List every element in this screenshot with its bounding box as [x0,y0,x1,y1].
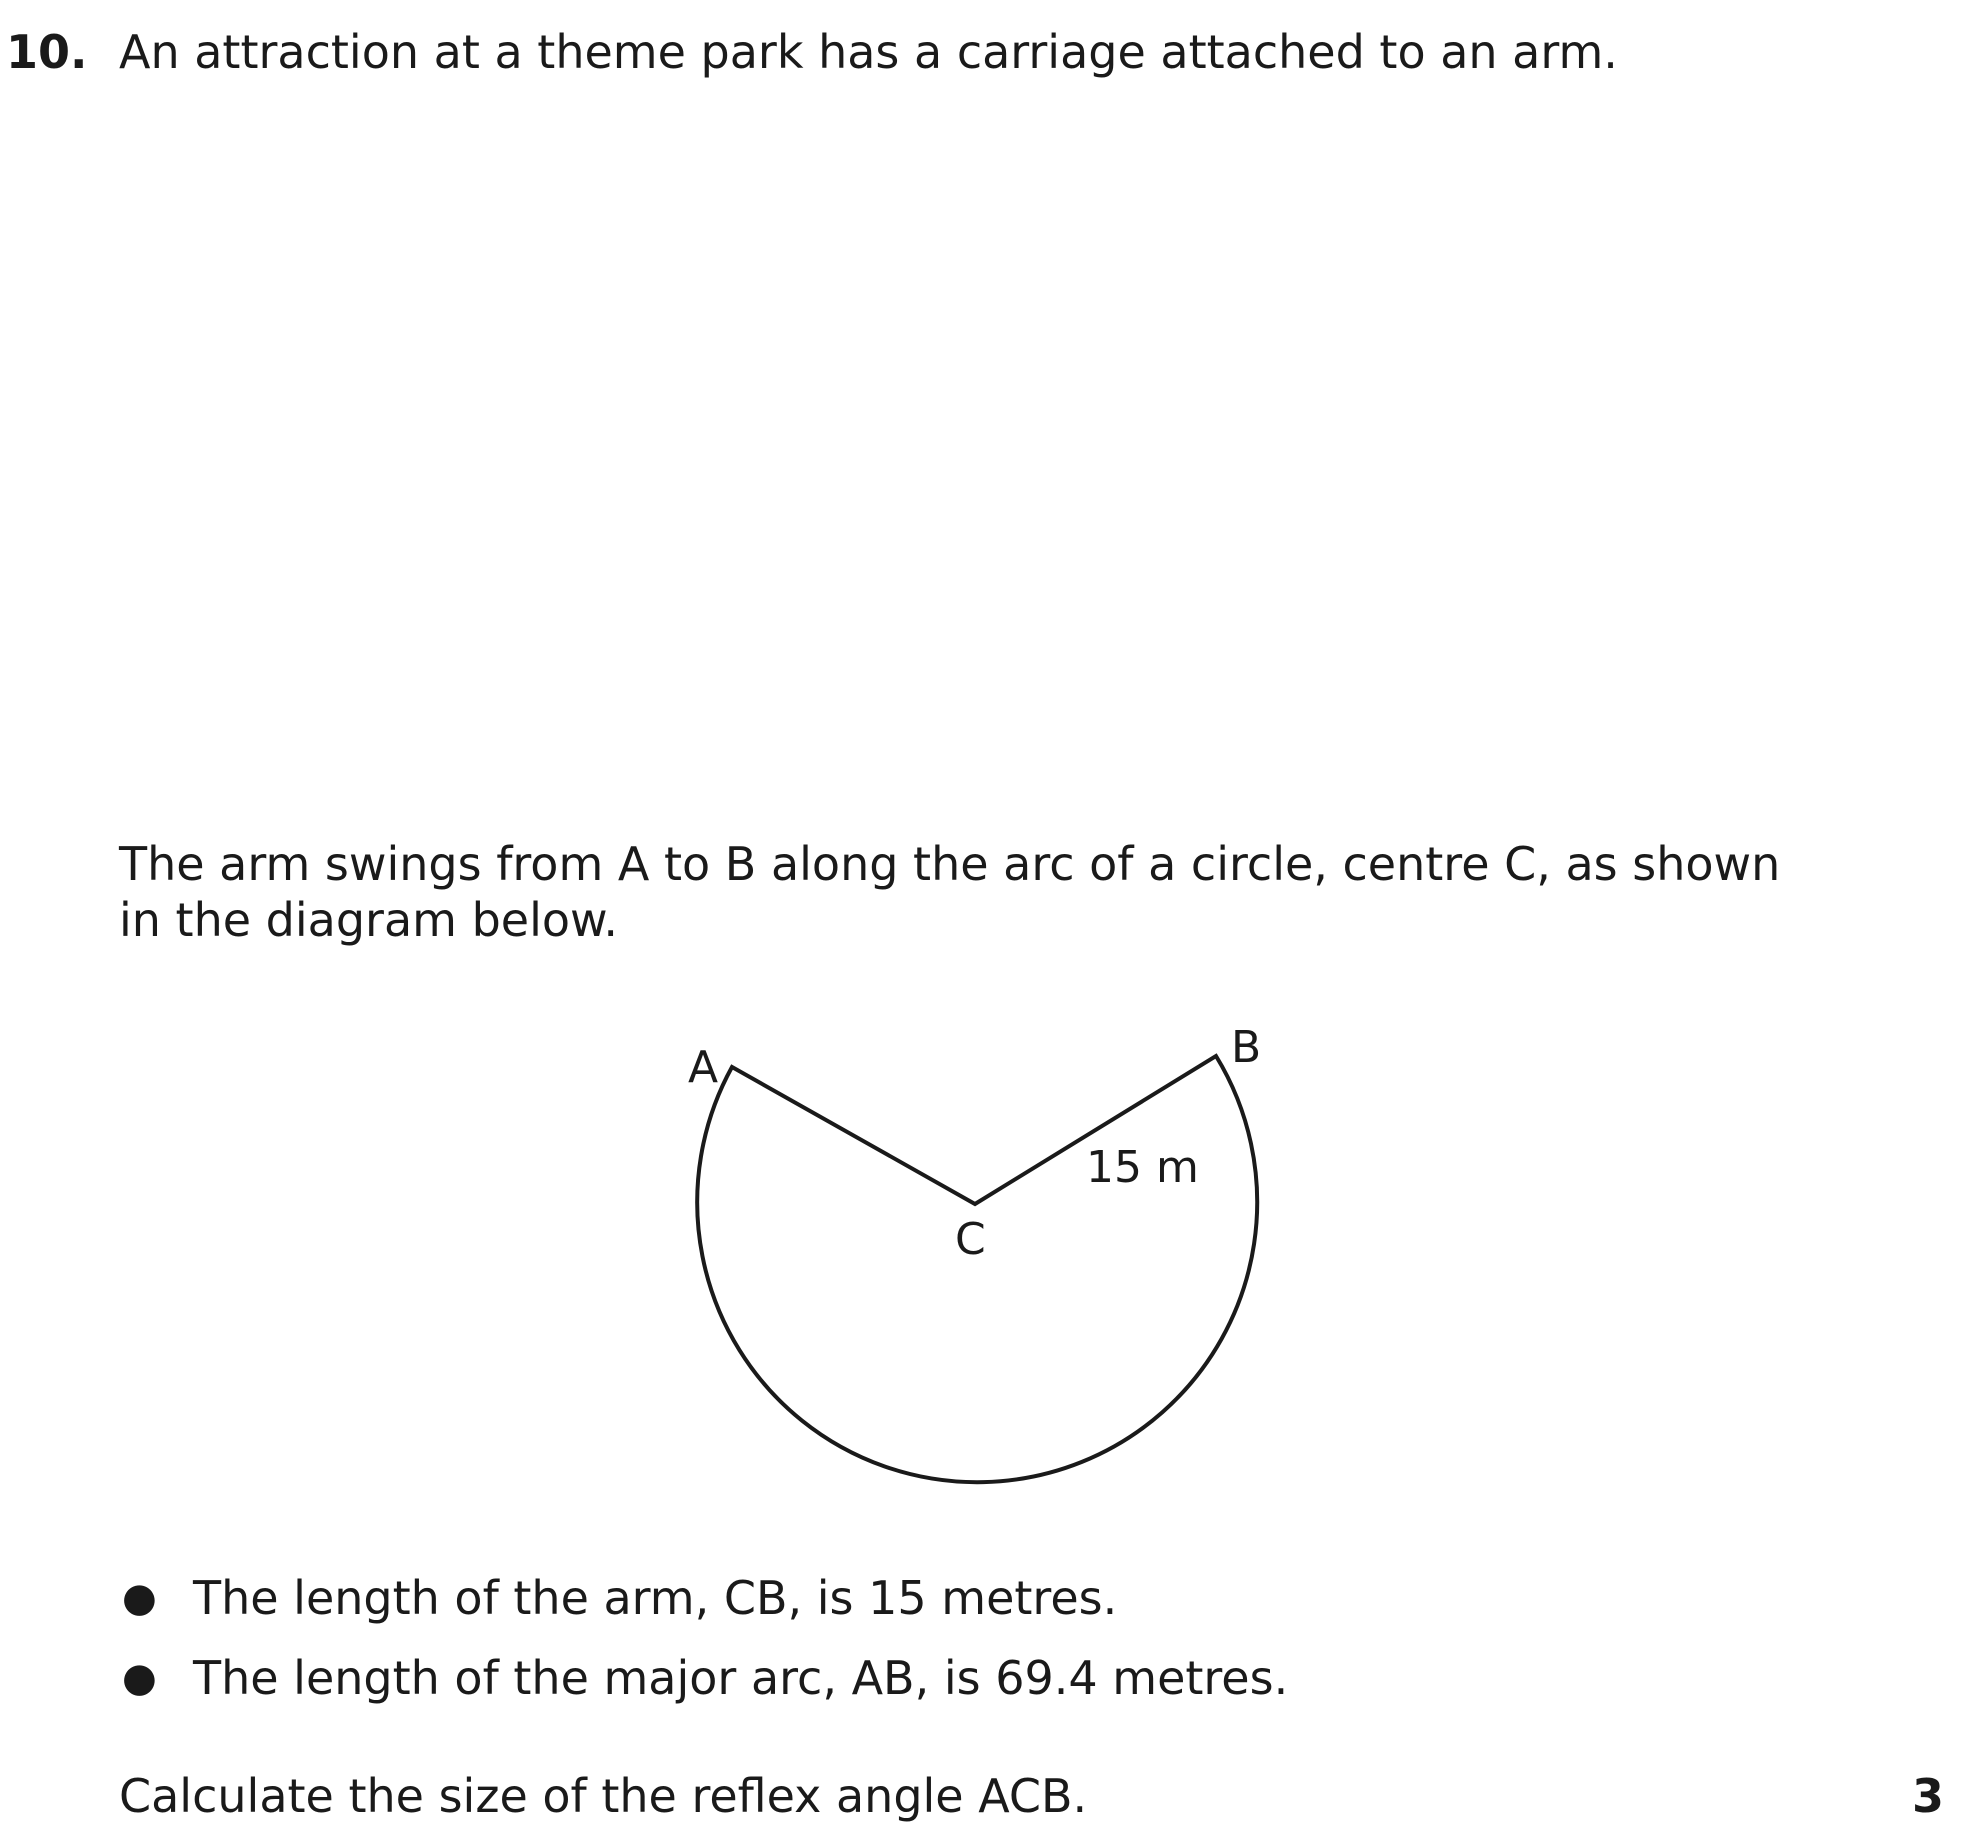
point-label-c: C [955,1214,986,1265]
major-sector-outline [697,1056,1257,1482]
bullet-icon: ● [122,1575,157,1621]
radius-label: 15 m [1086,1142,1199,1193]
question-intro: An attraction at a theme park has a carriage attached to an arm. [119,25,1618,79]
question-task: Calculate the size of the reflex angle ACB. [119,1769,1088,1823]
point-label-a: A [688,1042,719,1093]
point-label-b: B [1231,1022,1262,1073]
given-facts-list [119,1570,1288,1730]
list-item [119,1570,1288,1626]
list-item [119,1650,1288,1706]
marks-value: 3 [1911,1769,1944,1823]
question-number: 10. [6,25,88,79]
question-description: The arm swings from A to B along the arc of a circle, centre C, as shown in the diagram below. [119,837,1781,947]
fact-arm-length: The length of the arm, CB, is 15 metres. [193,1571,1118,1625]
fact-arc-length: The length of the major arc, AB, is 69.4 metres. [193,1651,1289,1705]
bullet-icon: ● [122,1655,157,1701]
